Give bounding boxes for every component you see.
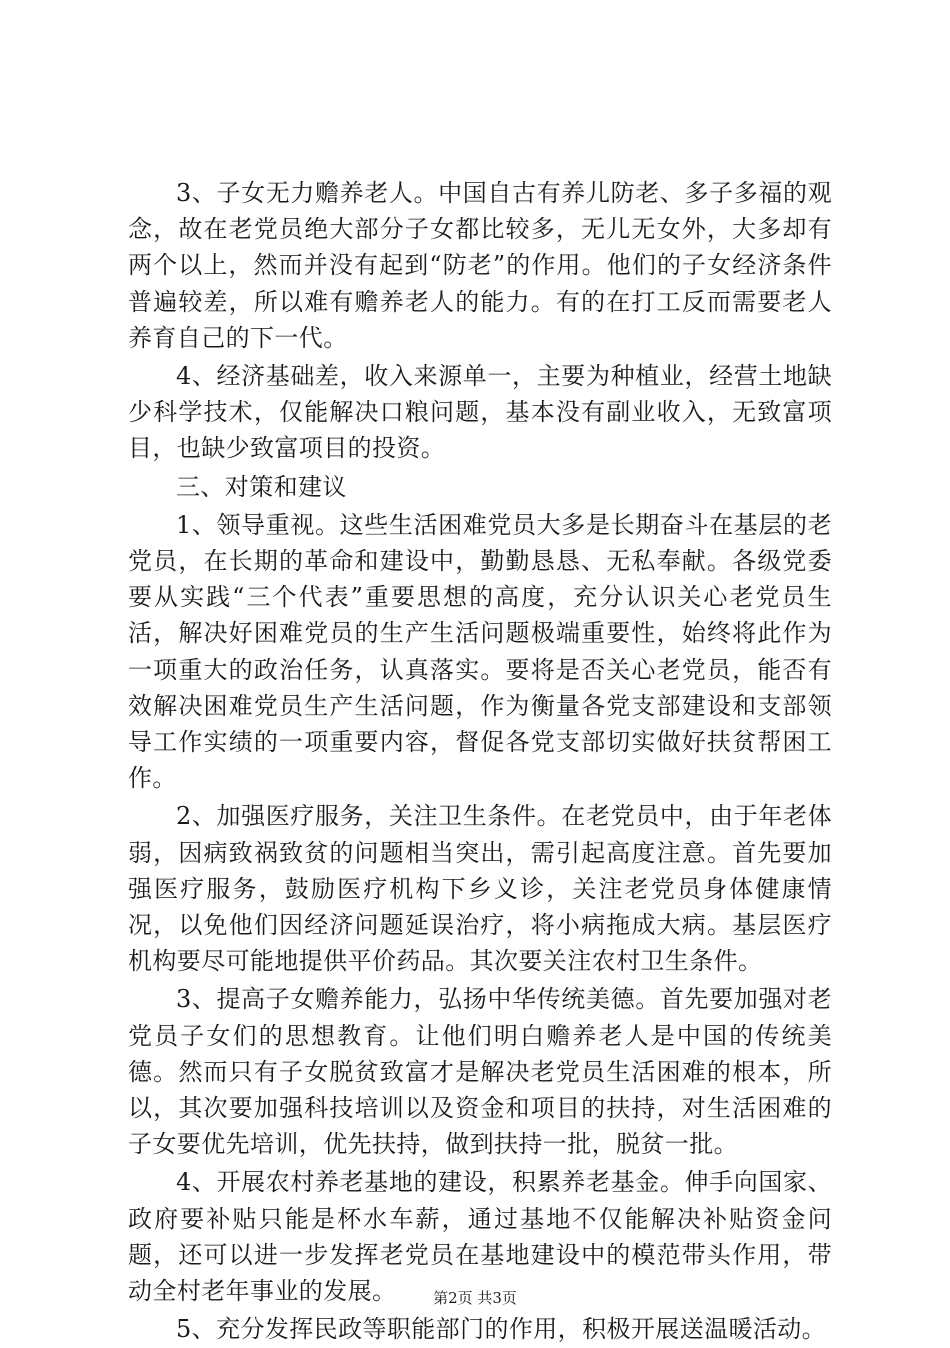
paragraph-children-support: 3、子女无力赡养老人。中国自古有养儿防老、多子多福的观念，故在老党员绝大部分子女都比较多，无儿无女外，大多却有两个以上，然而并没有起到“防老”的作用。他们的子女经济条件普遍较差，所以难有赡养老人的能力。有的在打工反而需要老人养育自己的下一代。 (128, 179, 832, 352)
document-body (128, 175, 832, 1348)
page-number-footer: 第2页 共3页 (433, 1289, 517, 1307)
section-heading-countermeasures: 三、对策和建议 (176, 472, 347, 501)
paragraph-civil-affairs: 5、充分发挥民政等职能部门的作用，积极开展送温暖活动。 (176, 1315, 827, 1344)
paragraph-medical-service: 2、加强医疗服务，关注卫生条件。在老党员中，由于年老体弱，因病致祸致贫的问题相当突出，需引起高度注意。首先要加强医疗服务，鼓励医疗机构下乡义诊，关注老党员身体健康情况，以免他们因经济问题延误治疗，将小病拖成大病。基层医疗机构要尽可能地提供平价药品。其次要关注农村卫生条件。 (128, 802, 832, 976)
paragraph-pension-base: 4、开展农村养老基地的建设，积累养老基金。伸手向国家、政府要补贴只能是杯水车薪，通过基地不仅能解决补贴资金问题，还可以进一步发挥老党员在基地建设中的模范带头作用，带动全村老年事业的发展。 (128, 1168, 832, 1306)
paragraph-leadership: 1、领导重视。这些生活困难党员大多是长期奋斗在基层的老党员，在长期的革命和建设中，勤勤恳恳、无私奉献。各级党委要从实践“三个代表”重要思想的高度，充分认识关心老党员生活，解决好困难党员的生产生活问题极端重要性，始终将此作为一项重大的政治任务，认真落实。要将是否关心老党员，能否有效解决困难党员生产生活问题，作为衡量各党支部建设和支部领导工作实绩的一项重要内容，督促各党支部切实做好扶贫帮困工作。 (128, 510, 832, 793)
paragraph-children-ability: 3、提高子女赡养能力，弘扬中华传统美德。首先要加强对老党员子女们的思想教育。让他们明白赡养老人是中国的传统美德。然而只有子女脱贫致富才是解决老党员生活困难的根本，所以，其次要加强科技培训以及资金和项目的扶持，对生活困难的子女要优先培训，优先扶持，做到扶持一批，脱贫一批。 (128, 985, 832, 1159)
paragraph-economic-base: 4、经济基础差，收入来源单一，主要为种植业，经营土地缺少科学技术，仅能解决口粮问题，基本没有副业收入，无致富项目，也缺少致富项目的投资。 (128, 362, 832, 463)
